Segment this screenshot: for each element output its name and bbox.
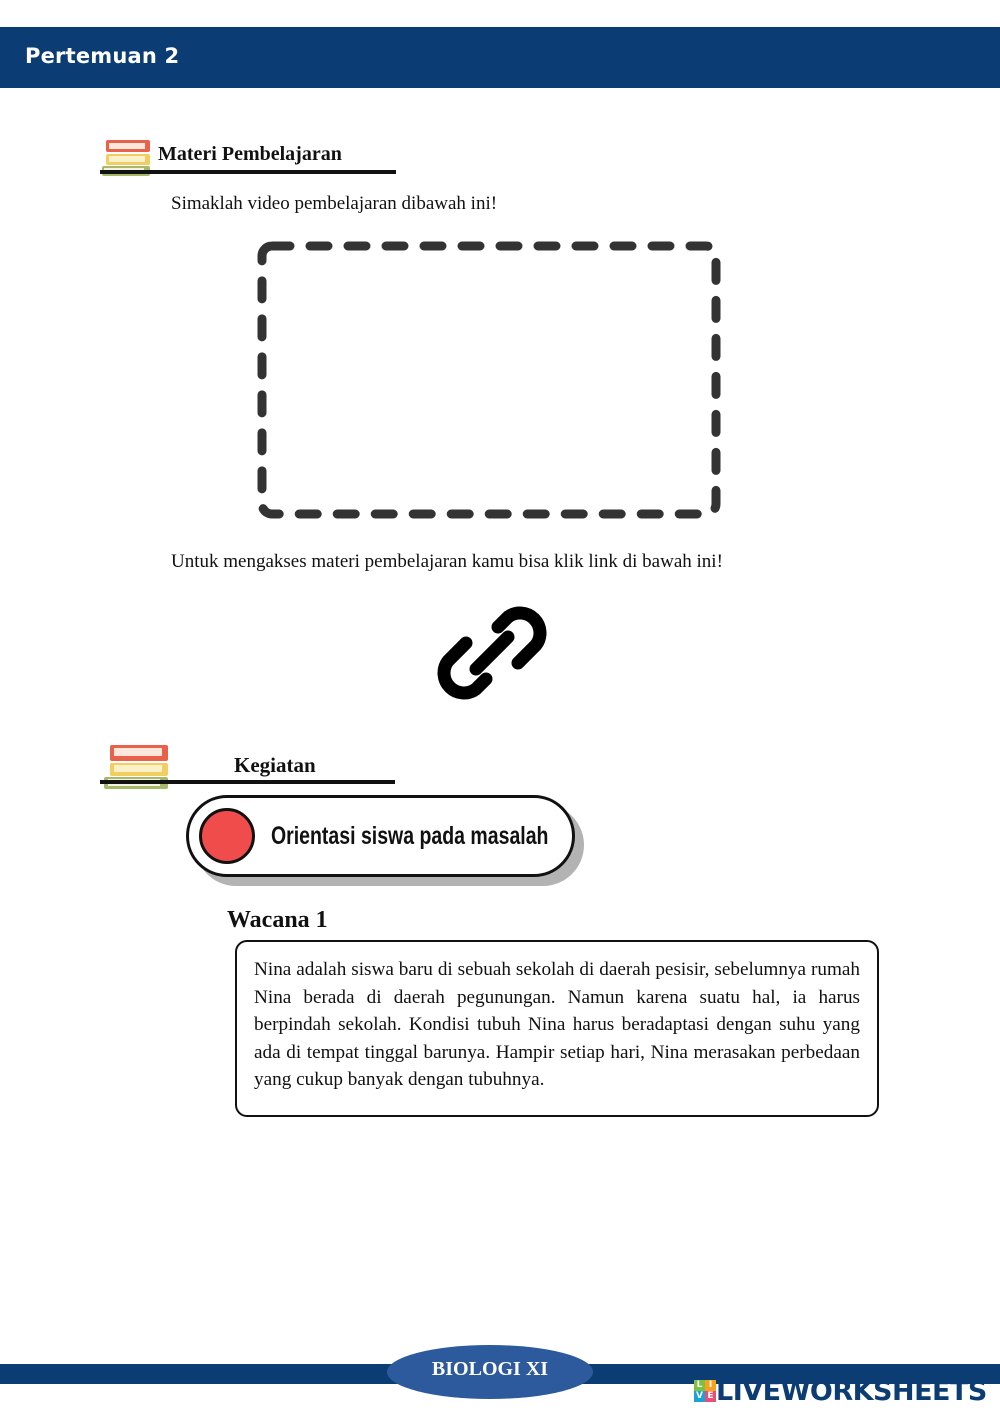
wacana-text: Nina adalah siswa baru di sebuah sekolah di daerah pesisir, sebelumnya rumah Nina berada di daerah pegunungan. Namun karena suatu hal, ia harus berpindah sekolah. Kondisi tubuh Nina harus beradaptasi dengan suhu yang ada di tempat tinggal barunya. Hampir setiap hari, Nina merasakan perbedaan yang cukup banyak dengan tubuhnya. xyxy=(254,959,860,1091)
logo-cell: I xyxy=(705,1380,716,1391)
video-instruction: Simaklah video pembelajaran dibawah ini! xyxy=(171,193,498,214)
logo-cell: E xyxy=(705,1391,716,1402)
books-icon xyxy=(102,741,172,793)
footer-label: BIOLOGI XI xyxy=(431,1358,549,1380)
link-instruction: Untuk mengakses materi pembelajaran kamu bisa klik link di bawah ini! xyxy=(171,551,723,572)
wacana-title: Wacana 1 xyxy=(227,907,328,933)
video-placeholder[interactable] xyxy=(254,238,726,524)
logo-cell: L xyxy=(694,1380,705,1391)
liveworksheets-logo[interactable] xyxy=(690,1376,990,1408)
step-label: Orientasi siswa pada masalah xyxy=(271,822,549,850)
step-dot xyxy=(199,808,255,864)
logo-cell: V xyxy=(694,1391,705,1402)
link-icon[interactable] xyxy=(436,597,548,709)
section-title-kegiatan: Kegiatan xyxy=(234,753,316,777)
section-title-materi: Materi Pembelajaran xyxy=(158,143,342,165)
section-underline xyxy=(100,780,395,784)
brand-text: LIVEWORKSHEETS xyxy=(716,1376,987,1407)
section-underline xyxy=(100,170,396,174)
page-title: Pertemuan 2 xyxy=(25,44,180,68)
